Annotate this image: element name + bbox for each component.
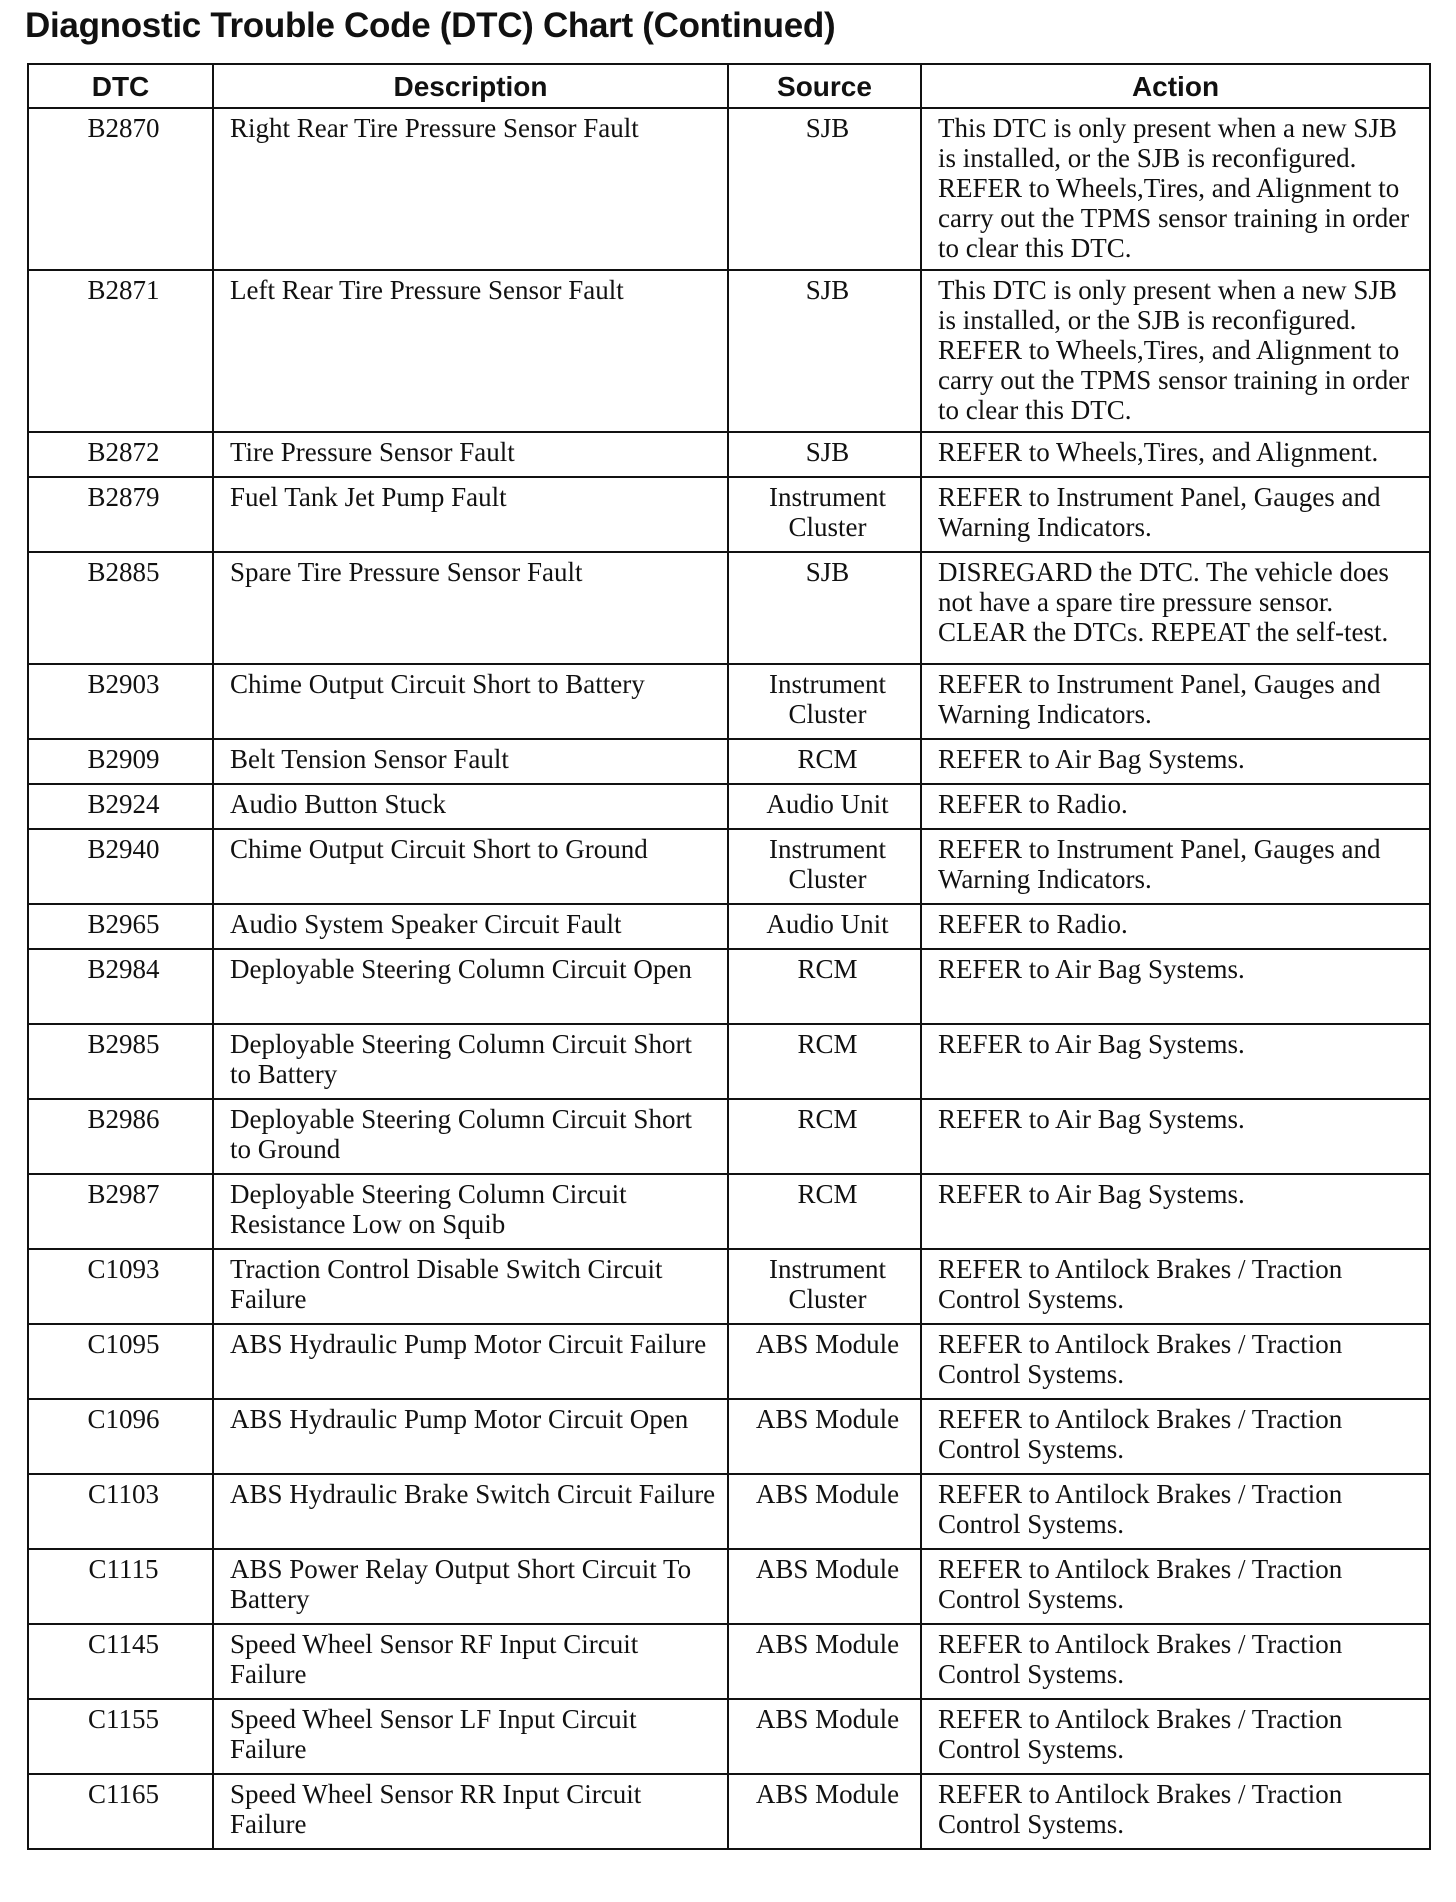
table-row <box>28 829 1430 904</box>
dtc-code-cell: B2871 <box>28 270 213 432</box>
description-cell: Chime Output Circuit Short to Ground <box>213 829 728 904</box>
table-row <box>28 949 1430 1024</box>
table-row <box>28 1399 1430 1474</box>
description-cell: Tire Pressure Sensor Fault <box>213 432 728 477</box>
description-cell: Audio Button Stuck <box>213 784 728 829</box>
action-cell: REFER to Antilock Brakes / Traction Control Systems. <box>921 1624 1430 1699</box>
source-cell: ABS Module <box>728 1324 921 1399</box>
source-cell: RCM <box>728 1174 921 1249</box>
dtc-table <box>27 63 1431 1850</box>
description-cell: Traction Control Disable Switch Circuit Failure <box>213 1249 728 1324</box>
source-cell: Audio Unit <box>728 904 921 949</box>
dtc-code-cell: C1096 <box>28 1399 213 1474</box>
description-cell: Deployable Steering Column Circuit Short to Battery <box>213 1024 728 1099</box>
table-row <box>28 739 1430 784</box>
source-cell: RCM <box>728 739 921 784</box>
description-cell: ABS Hydraulic Pump Motor Circuit Open <box>213 1399 728 1474</box>
source-cell: Instrument Cluster <box>728 664 921 739</box>
table-row <box>28 108 1430 270</box>
description-cell: Audio System Speaker Circuit Fault <box>213 904 728 949</box>
action-cell: REFER to Air Bag Systems. <box>921 1174 1430 1249</box>
column-header-dtc: DTC <box>28 64 213 108</box>
description-cell: Right Rear Tire Pressure Sensor Fault <box>213 108 728 270</box>
action-cell: REFER to Instrument Panel, Gauges and Warning Indicators. <box>921 664 1430 739</box>
action-cell: REFER to Air Bag Systems. <box>921 739 1430 784</box>
table-row <box>28 552 1430 664</box>
table-row <box>28 1624 1430 1699</box>
table-row <box>28 664 1430 739</box>
description-cell: Spare Tire Pressure Sensor Fault <box>213 552 728 664</box>
source-cell: RCM <box>728 949 921 1024</box>
source-cell: SJB <box>728 432 921 477</box>
dtc-code-cell: C1103 <box>28 1474 213 1549</box>
dtc-code-cell: B2909 <box>28 739 213 784</box>
description-cell: Belt Tension Sensor Fault <box>213 739 728 784</box>
source-cell: Instrument Cluster <box>728 829 921 904</box>
dtc-code-cell: C1145 <box>28 1624 213 1699</box>
dtc-code-cell: B2940 <box>28 829 213 904</box>
dtc-code-cell: B2986 <box>28 1099 213 1174</box>
action-cell: This DTC is only present when a new SJB is installed, or the SJB is reconfigured. REFER to Wheels,Tires, and Alignment to carry out the TPMS sensor training in order to clear this DTC. <box>921 270 1430 432</box>
description-cell: Speed Wheel Sensor RR Input Circuit Failure <box>213 1774 728 1849</box>
source-cell: SJB <box>728 108 921 270</box>
source-cell: ABS Module <box>728 1399 921 1474</box>
table-row <box>28 784 1430 829</box>
dtc-code-cell: B2903 <box>28 664 213 739</box>
description-cell: ABS Hydraulic Pump Motor Circuit Failure <box>213 1324 728 1399</box>
dtc-code-cell: B2984 <box>28 949 213 1024</box>
table-row <box>28 432 1430 477</box>
description-cell: Deployable Steering Column Circuit Resistance Low on Squib <box>213 1174 728 1249</box>
table-row <box>28 1024 1430 1099</box>
description-cell: Chime Output Circuit Short to Battery <box>213 664 728 739</box>
source-cell: ABS Module <box>728 1774 921 1849</box>
action-cell: DISREGARD the DTC. The vehicle does not have a spare tire pressure sensor. CLEAR the DTCs. REPEAT the self-test. <box>921 552 1430 664</box>
action-cell: REFER to Wheels,Tires, and Alignment. <box>921 432 1430 477</box>
dtc-code-cell: B2872 <box>28 432 213 477</box>
table-row <box>28 477 1430 552</box>
dtc-code-cell: B2985 <box>28 1024 213 1099</box>
dtc-code-cell: C1165 <box>28 1774 213 1849</box>
column-header-action: Action <box>921 64 1430 108</box>
table-row <box>28 1474 1430 1549</box>
action-cell: REFER to Air Bag Systems. <box>921 1099 1430 1174</box>
dtc-code-cell: C1115 <box>28 1549 213 1624</box>
table-row <box>28 1774 1430 1849</box>
description-cell: ABS Hydraulic Brake Switch Circuit Failure <box>213 1474 728 1549</box>
action-cell: REFER to Antilock Brakes / Traction Control Systems. <box>921 1399 1430 1474</box>
action-cell: This DTC is only present when a new SJB is installed, or the SJB is reconfigured. REFER to Wheels,Tires, and Alignment to carry out the TPMS sensor training in order to clear this DTC. <box>921 108 1430 270</box>
column-header-source: Source <box>728 64 921 108</box>
description-cell: Speed Wheel Sensor RF Input Circuit Failure <box>213 1624 728 1699</box>
source-cell: Instrument Cluster <box>728 477 921 552</box>
source-cell: ABS Module <box>728 1549 921 1624</box>
action-cell: REFER to Antilock Brakes / Traction Control Systems. <box>921 1774 1430 1849</box>
action-cell: REFER to Air Bag Systems. <box>921 949 1430 1024</box>
action-cell: REFER to Antilock Brakes / Traction Control Systems. <box>921 1549 1430 1624</box>
table-header-row <box>28 64 1430 108</box>
source-cell: Audio Unit <box>728 784 921 829</box>
description-cell: Fuel Tank Jet Pump Fault <box>213 477 728 552</box>
source-cell: ABS Module <box>728 1699 921 1774</box>
page-title: Diagnostic Trouble Code (DTC) Chart (Continued) <box>25 6 836 45</box>
table-row <box>28 1174 1430 1249</box>
table-row <box>28 1324 1430 1399</box>
source-cell: SJB <box>728 552 921 664</box>
description-cell: Deployable Steering Column Circuit Open <box>213 949 728 1024</box>
action-cell: REFER to Antilock Brakes / Traction Control Systems. <box>921 1324 1430 1399</box>
source-cell: Instrument Cluster <box>728 1249 921 1324</box>
dtc-code-cell: C1093 <box>28 1249 213 1324</box>
dtc-code-cell: B2870 <box>28 108 213 270</box>
description-cell: Deployable Steering Column Circuit Short to Ground <box>213 1099 728 1174</box>
action-cell: REFER to Antilock Brakes / Traction Control Systems. <box>921 1249 1430 1324</box>
action-cell: REFER to Instrument Panel, Gauges and Warning Indicators. <box>921 829 1430 904</box>
action-cell: REFER to Radio. <box>921 904 1430 949</box>
table-row <box>28 1099 1430 1174</box>
description-cell: Left Rear Tire Pressure Sensor Fault <box>213 270 728 432</box>
table-row <box>28 1699 1430 1774</box>
source-cell: SJB <box>728 270 921 432</box>
table-row <box>28 1249 1430 1324</box>
dtc-code-cell: B2987 <box>28 1174 213 1249</box>
dtc-code-cell: B2965 <box>28 904 213 949</box>
dtc-code-cell: C1095 <box>28 1324 213 1399</box>
source-cell: ABS Module <box>728 1474 921 1549</box>
action-cell: REFER to Antilock Brakes / Traction Control Systems. <box>921 1474 1430 1549</box>
action-cell: REFER to Radio. <box>921 784 1430 829</box>
source-cell: ABS Module <box>728 1624 921 1699</box>
dtc-code-cell: C1155 <box>28 1699 213 1774</box>
source-cell: RCM <box>728 1024 921 1099</box>
dtc-code-cell: B2924 <box>28 784 213 829</box>
dtc-code-cell: B2885 <box>28 552 213 664</box>
description-cell: Speed Wheel Sensor LF Input Circuit Failure <box>213 1699 728 1774</box>
action-cell: REFER to Antilock Brakes / Traction Control Systems. <box>921 1699 1430 1774</box>
table-row <box>28 1549 1430 1624</box>
table-row <box>28 904 1430 949</box>
column-header-description: Description <box>213 64 728 108</box>
action-cell: REFER to Instrument Panel, Gauges and Warning Indicators. <box>921 477 1430 552</box>
action-cell: REFER to Air Bag Systems. <box>921 1024 1430 1099</box>
description-cell: ABS Power Relay Output Short Circuit To Battery <box>213 1549 728 1624</box>
table-row <box>28 270 1430 432</box>
source-cell: RCM <box>728 1099 921 1174</box>
dtc-code-cell: B2879 <box>28 477 213 552</box>
